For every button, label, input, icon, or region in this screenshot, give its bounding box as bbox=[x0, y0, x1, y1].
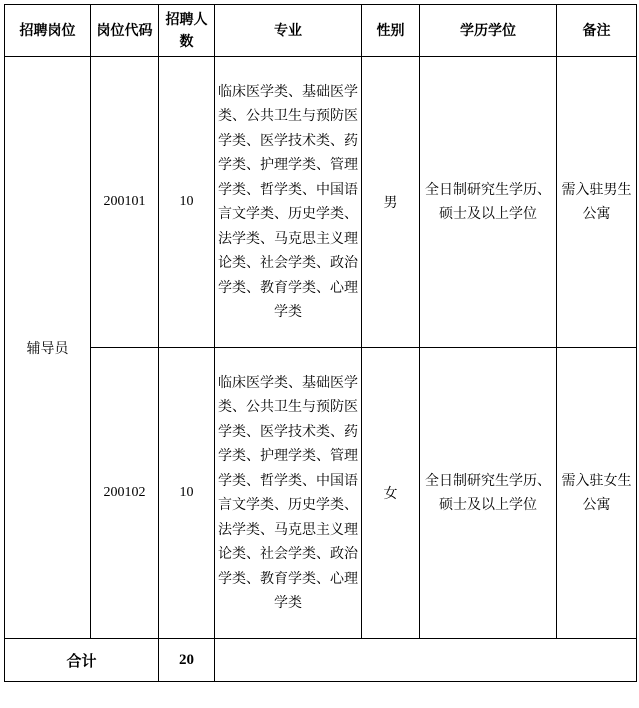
major-cell: 临床医学类、基础医学类、公共卫生与预防医学类、医学技术类、药学类、护理学类、管理学类、哲学类、中国语言文学类、历史学类、法学类、马克思主义理论类、社会学类、政治学类、教育学类、心理学类 bbox=[215, 348, 362, 639]
gender-cell: 女 bbox=[362, 348, 420, 639]
note-cell: 需入驻女生公寓 bbox=[557, 348, 637, 639]
total-count: 20 bbox=[159, 639, 215, 682]
total-empty-cell bbox=[215, 639, 637, 682]
count-cell: 10 bbox=[159, 57, 215, 348]
count-cell: 10 bbox=[159, 348, 215, 639]
header-note: 备注 bbox=[557, 5, 637, 57]
post-code-cell: 200102 bbox=[91, 348, 159, 639]
header-education: 学历学位 bbox=[420, 5, 557, 57]
education-cell: 全日制研究生学历、硕士及以上学位 bbox=[420, 57, 557, 348]
header-gender: 性别 bbox=[362, 5, 420, 57]
post-name-cell: 辅导员 bbox=[5, 57, 91, 639]
recruitment-table bbox=[4, 4, 637, 682]
header-count: 招聘人数 bbox=[159, 5, 215, 57]
table-row bbox=[5, 57, 637, 348]
education-cell: 全日制研究生学历、硕士及以上学位 bbox=[420, 348, 557, 639]
total-row bbox=[5, 639, 637, 682]
gender-cell: 男 bbox=[362, 57, 420, 348]
header-row bbox=[5, 5, 637, 57]
post-code-cell: 200101 bbox=[91, 57, 159, 348]
header-major: 专业 bbox=[215, 5, 362, 57]
total-label: 合计 bbox=[5, 639, 159, 682]
note-cell: 需入驻男生公寓 bbox=[557, 57, 637, 348]
major-cell: 临床医学类、基础医学类、公共卫生与预防医学类、医学技术类、药学类、护理学类、管理学类、哲学类、中国语言文学类、历史学类、法学类、马克思主义理论类、社会学类、政治学类、教育学类、心理学类 bbox=[215, 57, 362, 348]
header-code: 岗位代码 bbox=[91, 5, 159, 57]
table-row bbox=[5, 348, 637, 639]
header-post: 招聘岗位 bbox=[5, 5, 91, 57]
